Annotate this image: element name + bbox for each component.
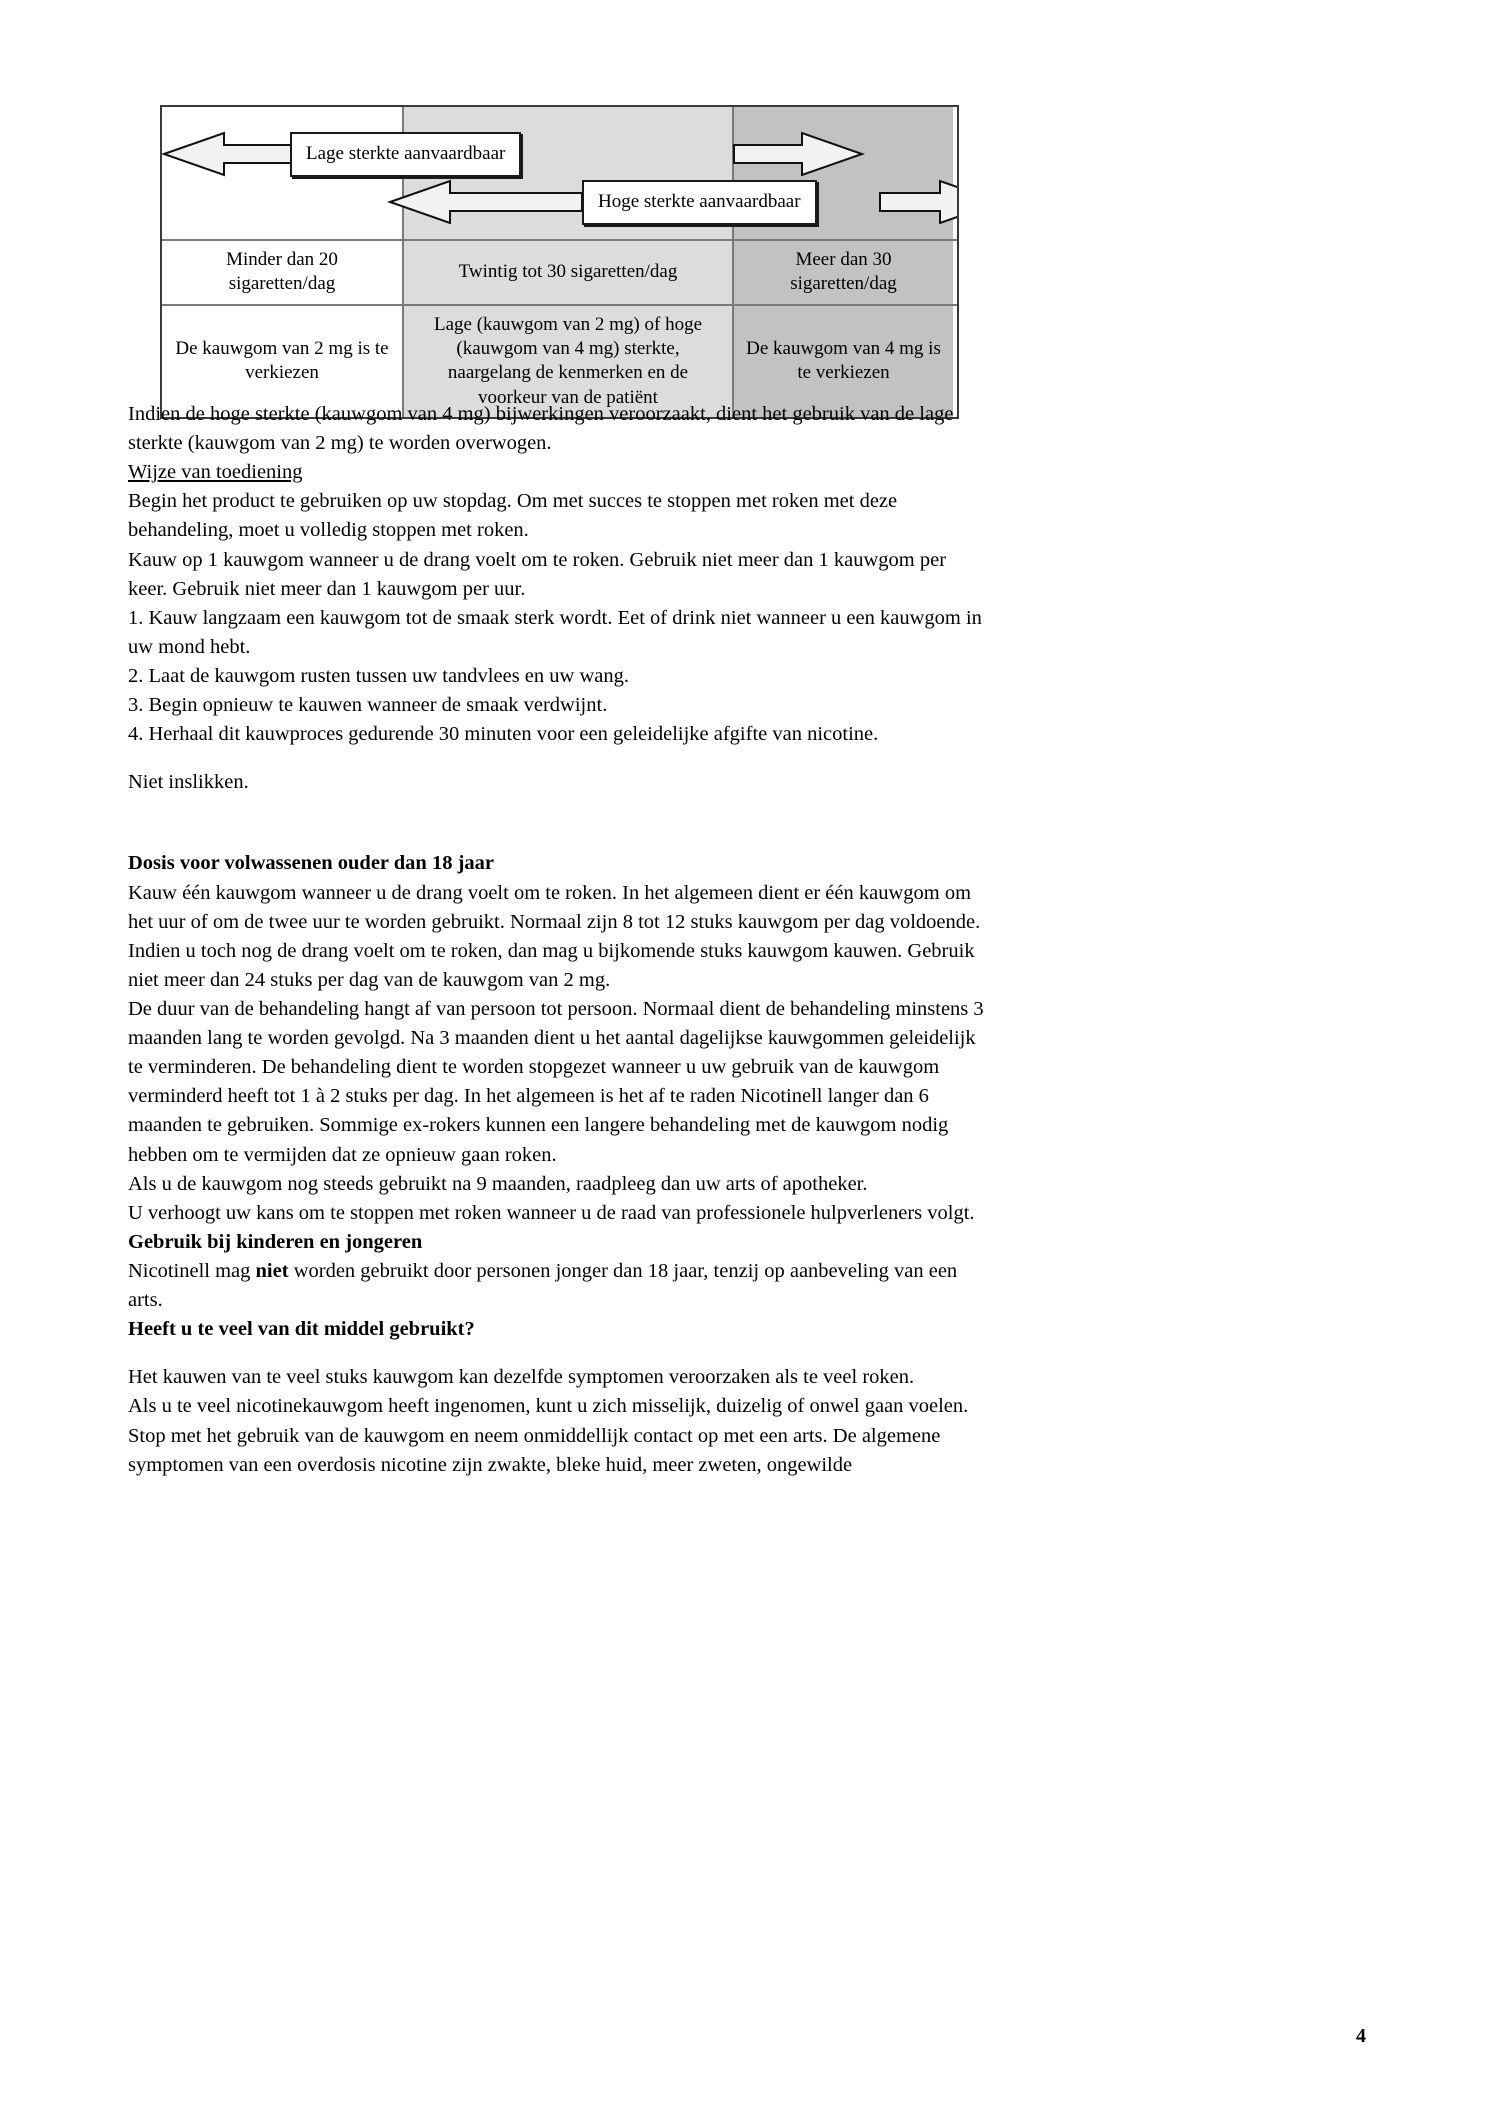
page-number: 4 — [1356, 2025, 1366, 2047]
heading-administration: Wijze van toediening — [128, 461, 303, 484]
diagram-arrow-area — [162, 107, 957, 239]
heading-adult-dose: Dosis voor volwassenen ouder dan 18 jaar — [128, 852, 494, 875]
children-paragraph-part1: Nicotinell mag — [128, 1259, 256, 1282]
chew-step-4: 4. Herhaal dit kauwproces gedurende 30 minuten voor een geleidelijke afgifte van nicotine. — [128, 723, 879, 746]
children-paragraph — [128, 1257, 988, 1315]
intro-paragraph: Indien de hoge sterkte (kauwgom van 4 mg) bijwerkingen veroorzaakt, dient het gebruik van de lage sterkte (kauwgom van 2 mg) te worden overwogen. — [128, 403, 954, 455]
table-row-smoking-levels — [162, 239, 957, 304]
cell-level-mid: Twintig tot 30 sigaretten/dag — [404, 241, 734, 304]
cell-recommendation-high: De kauwgom van 4 mg is te verkiezen — [734, 306, 953, 417]
children-paragraph-emphasis: niet — [255, 1259, 289, 1282]
chew-step-1: 1. Kauw langzaam een kauwgom tot de smaak sterk wordt. Eet of drink niet wanneer u een kauwgom in uw mond hebt. — [128, 606, 982, 658]
overdose-line-4: symptomen van een overdosis nicotine zijn zwakte, bleke huid, meer zweten, ongewilde — [128, 1453, 853, 1476]
heading-children: Gebruik bij kinderen en jongeren — [128, 1230, 423, 1253]
chew-intro-paragraph: Kauw op 1 kauwgom wanneer u de drang voelt om te roken. Gebruik niet meer dan 1 kauwgom per keer. Gebruik niet meer dan 1 kauwgom per uur. — [128, 548, 947, 600]
overdose-line-1: Het kauwen van te veel stuks kauwgom kan dezelfde symptomen veroorzaken als te veel roken. — [128, 1366, 915, 1389]
overdose-line-3: Stop met het gebruik van de kauwgom en neem onmiddellijk contact op met een arts. De algemene — [128, 1424, 941, 1447]
spacer — [128, 797, 988, 849]
adult-dose-paragraph: Kauw één kauwgom wanneer u de drang voelt om te roken. In het algemeen dient er één kauwgom om het uur of om de twee uur te worden gebruikt. Normaal zijn 8 tot 12 stuks kauwgom per dag voldoende. Indien u toch nog de drang voelt om te roken, dan mag u bijkomende stuks kauwgom kauwen. Gebruik niet meer dan 24 stuks per dag van de kauwgom van 2 mg. — [128, 881, 981, 991]
children-paragraph-part2: worden gebruikt door personen jonger dan 18 jaar, tenzij op aanbeveling van een arts. — [128, 1259, 958, 1312]
administration-paragraph: Begin het product te gebruiken op uw stopdag. Om met succes te stoppen met roken met deze behandeling, moet u volledig stoppen met roken. — [128, 490, 898, 542]
document-body — [128, 400, 988, 1480]
do-not-swallow-note: Niet inslikken. — [128, 771, 249, 794]
overdose-line-2: Als u te veel nicotinekauwgom heeft ingenomen, kunt u zich misselijk, duizelig of onwel gaan voelen. — [128, 1395, 969, 1418]
professional-help-paragraph: U verhoogt uw kans om te stoppen met roken wanneer u de raad van professionele hulpverleners volgt. — [128, 1201, 975, 1224]
cell-level-high: Meer dan 30 sigaretten/dag — [734, 241, 953, 304]
spacer — [128, 1344, 988, 1363]
nine-months-paragraph: Als u de kauwgom nog steeds gebruikt na 9 maanden, raadpleeg dan uw arts of apotheker. — [128, 1172, 868, 1195]
spacer — [128, 749, 988, 768]
dosing-decision-table — [160, 105, 955, 419]
high-strength-label: Hoge sterkte aanvaardbaar — [582, 180, 817, 225]
cell-level-low: Minder dan 20 sigaretten/dag — [162, 241, 404, 304]
cell-recommendation-low: De kauwgom van 2 mg is te verkiezen — [162, 306, 404, 417]
chew-step-2: 2. Laat de kauwgom rusten tussen uw tandvlees en uw wang. — [128, 664, 629, 687]
chew-step-3: 3. Begin opnieuw te kauwen wanneer de smaak verdwijnt. — [128, 694, 608, 717]
heading-overdose: Heeft u te veel van dit middel gebruikt? — [128, 1318, 475, 1341]
diagram-frame — [160, 105, 959, 419]
low-strength-label: Lage sterkte aanvaardbaar — [290, 132, 521, 177]
duration-paragraph: De duur van de behandeling hangt af van persoon tot persoon. Normaal dient de behandeling minstens 3 maanden lang te worden gevolgd. Na 3 maanden dient u het aantal dagelijkse kauwgommen geleidelijk te verminderen. De behandeling dient te worden stopgezet wanneer u uw gebruik van de kauwgom verminderd heeft tot 1 à 2 stuks per dag. In het algemeen is het af te raden Nicotinell langer dan 6 maanden te gebruiken. Sommige ex-rokers kunnen een langere behandeling met de kauwgom nodig hebben om te vermijden dat ze opnieuw gaan roken. — [128, 997, 984, 1166]
cell-recommendation-mid: Lage (kauwgom van 2 mg) of hoge (kauwgom van 4 mg) sterkte, naargelang de kenmerken en de voorkeur van de patiënt — [404, 306, 734, 417]
